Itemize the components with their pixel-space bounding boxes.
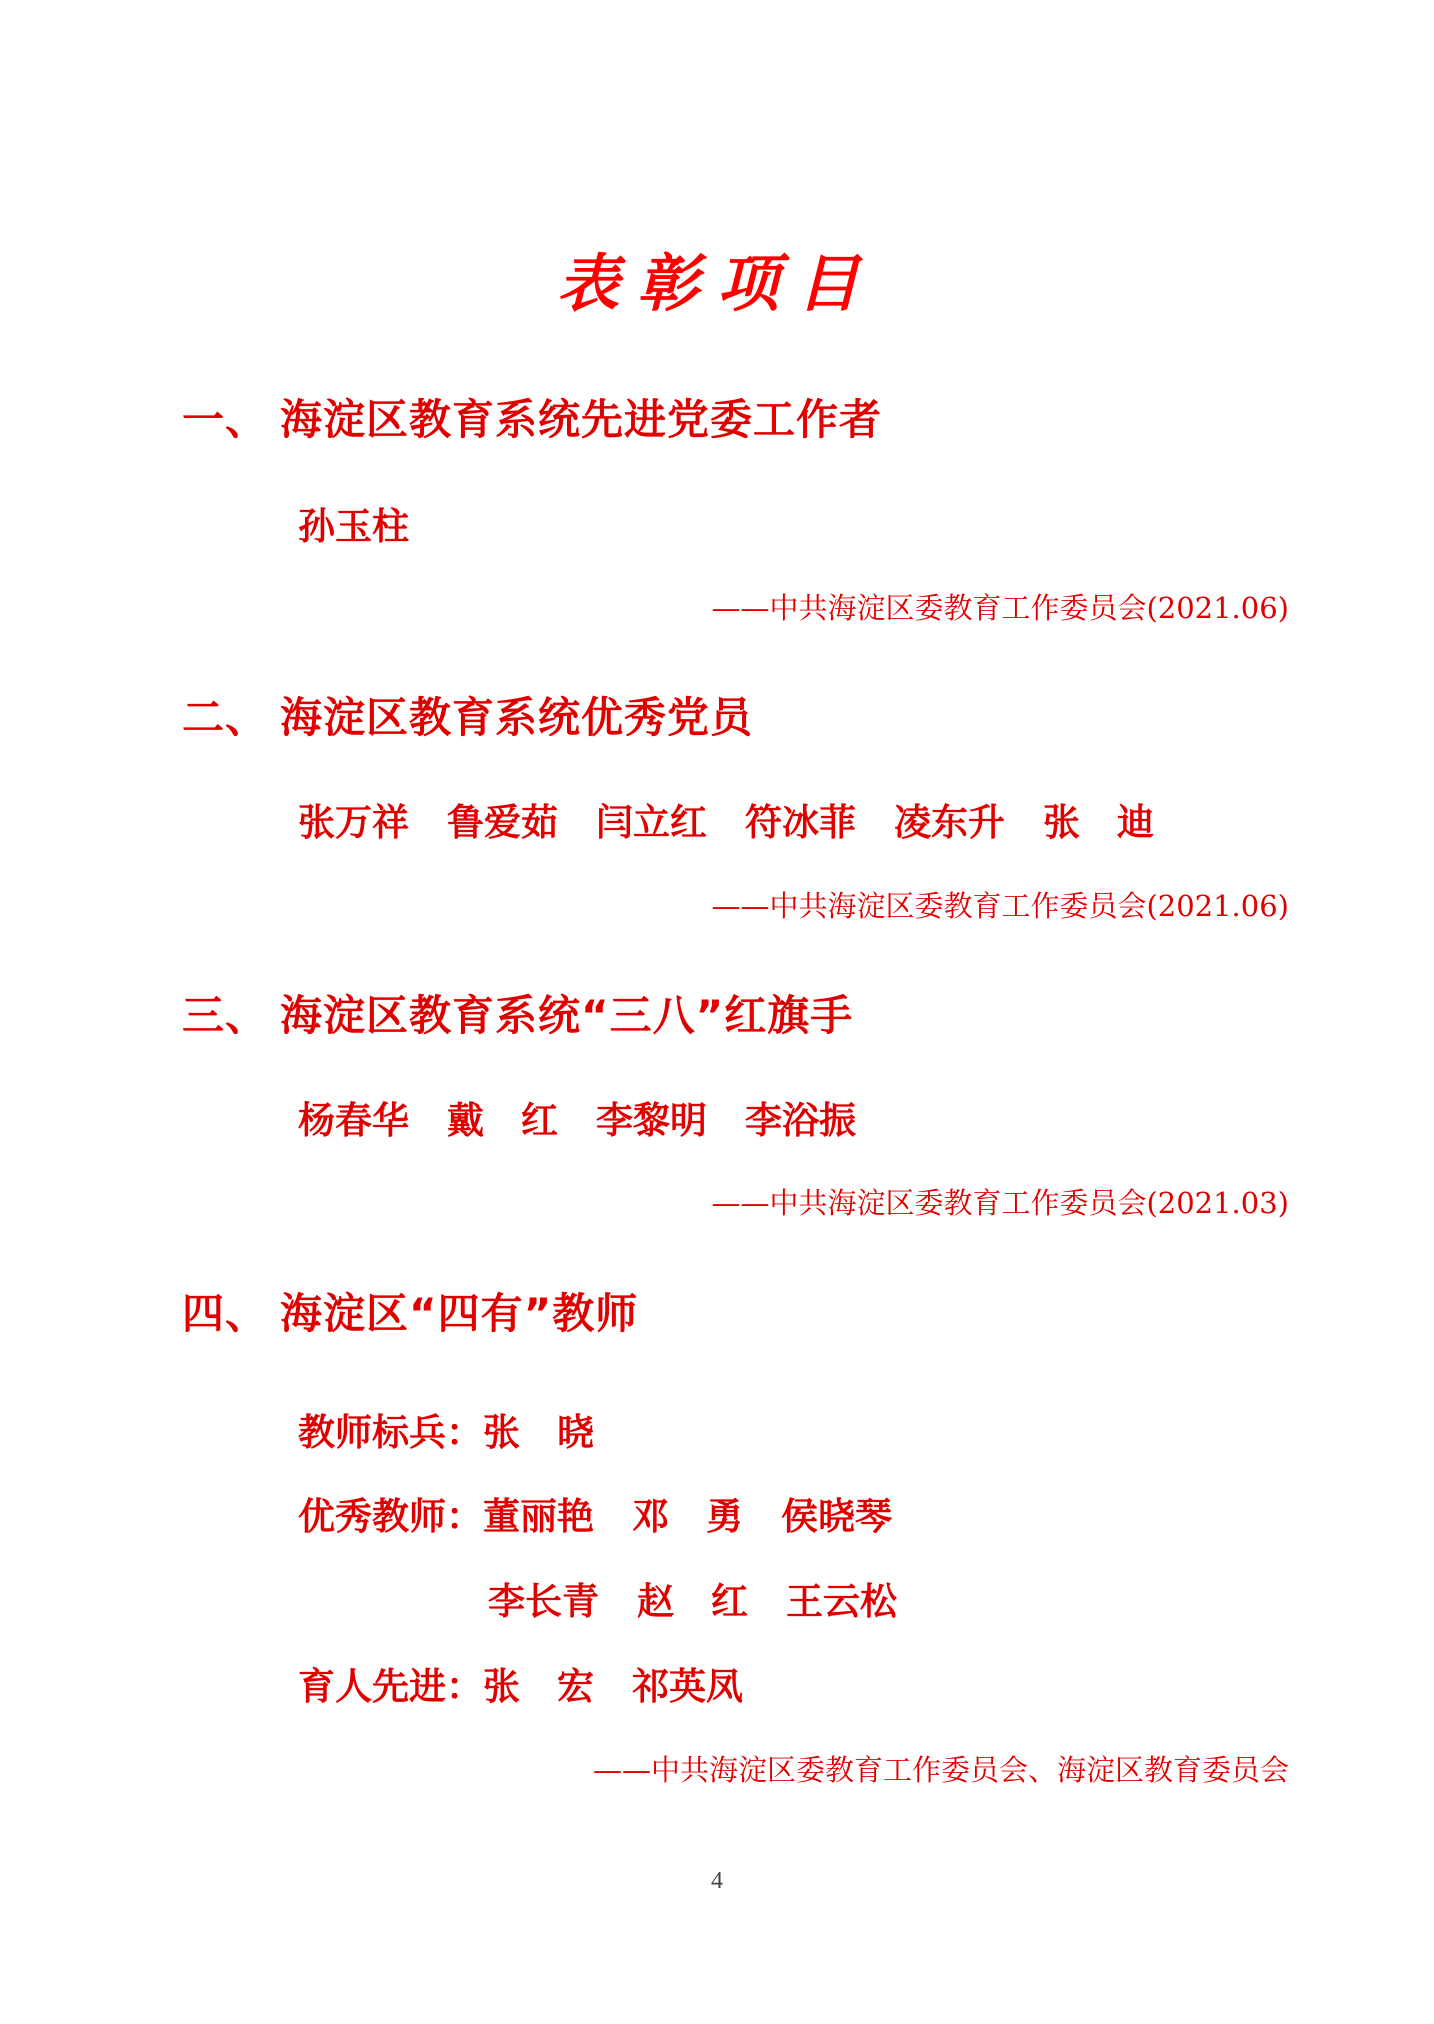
section-3-title: 海淀区教育系统“三八”红旗手 bbox=[280, 991, 854, 1040]
awardee-name: 赵 红 bbox=[637, 1580, 748, 1623]
awardee-name: 符冰菲 bbox=[745, 801, 856, 844]
section-4-number: 四、 bbox=[182, 1289, 269, 1338]
category-excellent-teacher-continued bbox=[488, 1577, 935, 1627]
section-3-names bbox=[298, 1096, 894, 1146]
category-education-advanced bbox=[298, 1662, 781, 1712]
section-1-names bbox=[298, 502, 447, 552]
awardee-name: 董丽艳 bbox=[483, 1495, 594, 1538]
awardee-name: 戴 红 bbox=[447, 1099, 558, 1142]
awardee-name: 邓 勇 bbox=[632, 1495, 743, 1538]
category-excellent-teacher bbox=[298, 1492, 930, 1542]
section-2-number: 二、 bbox=[182, 693, 269, 742]
section-1-source: ——中共海淀区委教育工作委员会(2021.06) bbox=[711, 591, 1289, 625]
section-1-title: 海淀区教育系统先进党委工作者 bbox=[280, 395, 883, 444]
awardee-name: 张 迪 bbox=[1043, 801, 1154, 844]
section-1-number: 一、 bbox=[182, 395, 269, 444]
section-4-title: 海淀区“四有”教师 bbox=[280, 1289, 639, 1338]
awardee-name: 李黎明 bbox=[596, 1099, 707, 1142]
section-2-title: 海淀区教育系统优秀党员 bbox=[280, 693, 754, 742]
category-label: 育人先进： bbox=[298, 1665, 483, 1708]
category-teacher-model bbox=[298, 1408, 632, 1458]
awardee-name: 闫立红 bbox=[596, 801, 707, 844]
section-4-source: ——中共海淀区委教育工作委员会、海淀区教育委员会 bbox=[592, 1753, 1289, 1787]
section-1-heading bbox=[182, 392, 882, 448]
section-2-names bbox=[298, 798, 1192, 848]
category-label: 教师标兵： bbox=[298, 1411, 483, 1454]
awardee-name: 李浴振 bbox=[745, 1099, 856, 1142]
awardee-name: 张万祥 bbox=[298, 801, 409, 844]
page-title: 表彰项目 bbox=[556, 247, 877, 320]
section-3-number: 三、 bbox=[182, 991, 269, 1040]
awardee-name: 鲁爱茹 bbox=[447, 801, 558, 844]
awardee-name: 张 晓 bbox=[483, 1411, 594, 1454]
page-number: 4 bbox=[711, 1868, 723, 1894]
awardee-name: 孙玉柱 bbox=[298, 505, 409, 548]
awardee-name: 凌东升 bbox=[894, 801, 1005, 844]
section-2-source: ——中共海淀区委教育工作委员会(2021.06) bbox=[711, 889, 1289, 923]
section-3-heading bbox=[182, 988, 853, 1044]
awardee-name: 祁英凤 bbox=[632, 1665, 743, 1708]
section-4-heading bbox=[182, 1286, 638, 1342]
awardee-name: 侯晓琴 bbox=[781, 1495, 892, 1538]
category-label: 优秀教师： bbox=[298, 1495, 483, 1538]
section-2-heading bbox=[182, 690, 753, 746]
awardee-name: 李长青 bbox=[488, 1580, 599, 1623]
awardee-name: 王云松 bbox=[786, 1580, 897, 1623]
awardee-name: 张 宏 bbox=[483, 1665, 594, 1708]
section-3-source: ——中共海淀区委教育工作委员会(2021.03) bbox=[711, 1186, 1289, 1220]
awardee-name: 杨春华 bbox=[298, 1099, 409, 1142]
